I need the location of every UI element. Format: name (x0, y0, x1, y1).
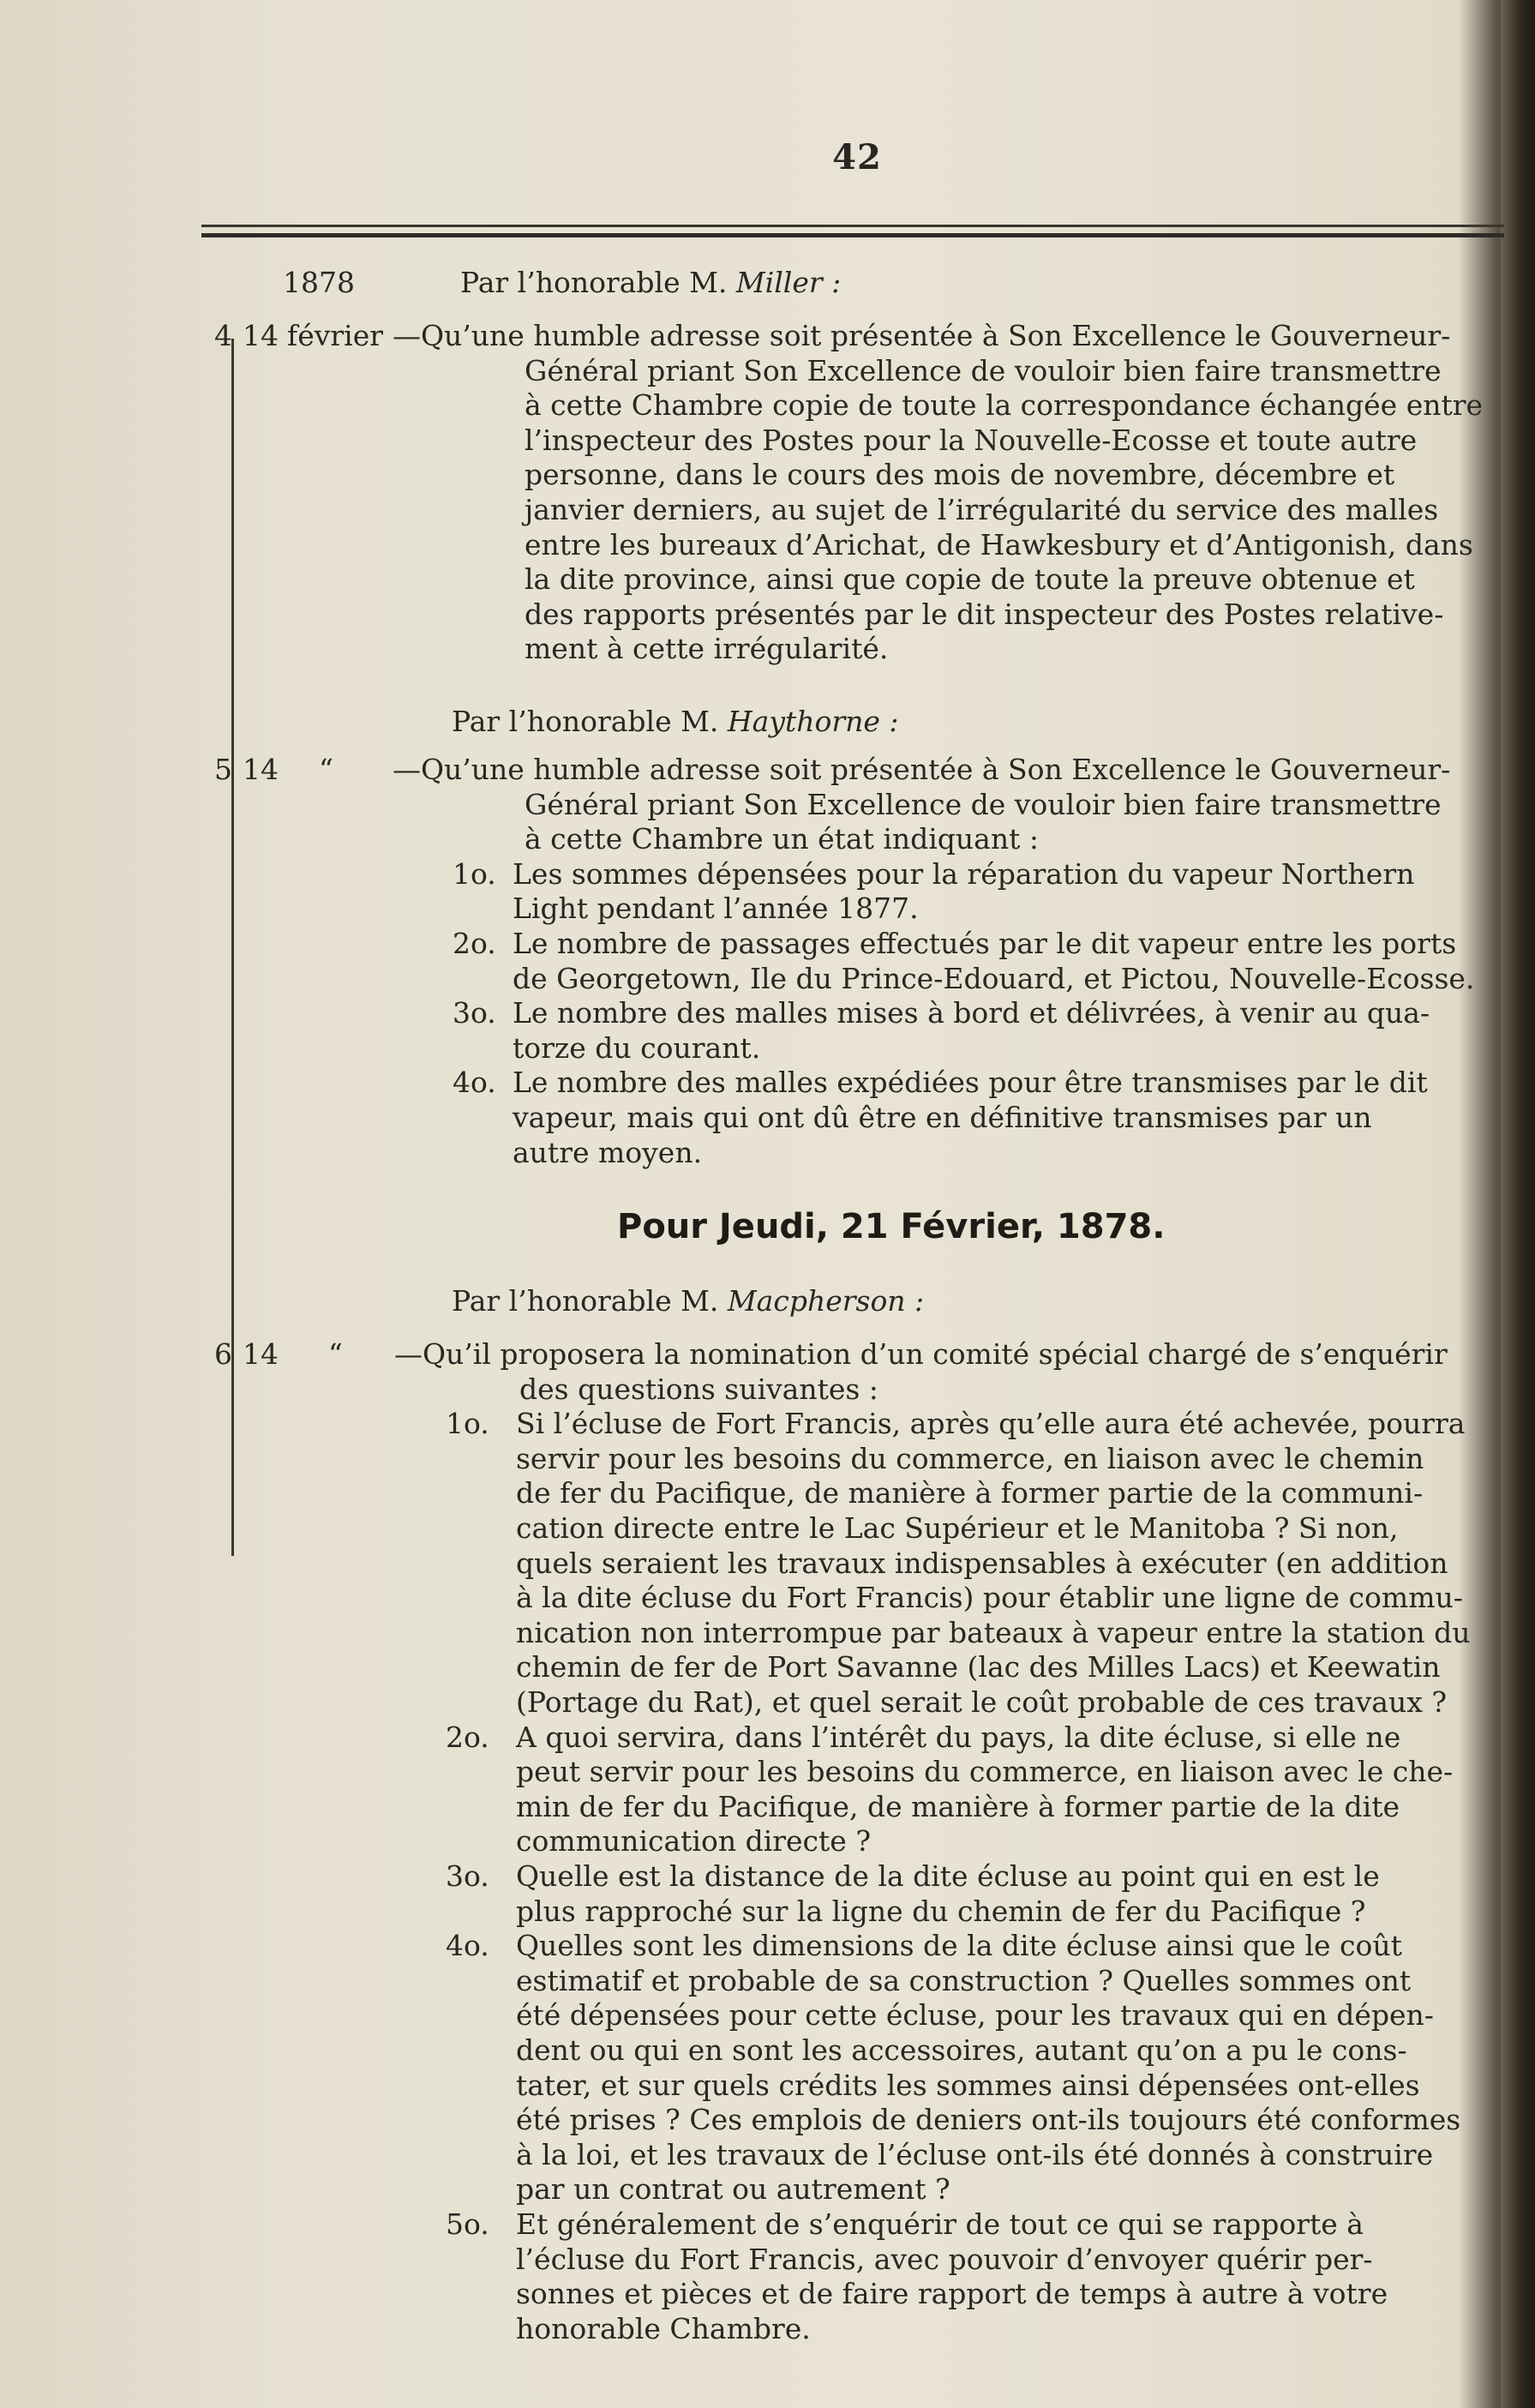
entry-3-item-line: tater, et sur quels crédits les sommes ainsi dépensées ont-elles (516, 2068, 1420, 2102)
entry-3-line: des questions suivantes : (519, 1372, 878, 1406)
entry-3-item-number: 4o. (446, 1929, 489, 1963)
entry-1-member: Miller : (735, 266, 842, 299)
entry-3-item-number: 2o. (446, 1720, 489, 1754)
entry-3-item-line: l’écluse du Fort Francis, avec pouvoir d’envoyer quérir per- (516, 2242, 1373, 2276)
header-rule-thin (201, 225, 1504, 227)
entry-3-item-line: quels seraient les travaux indispensables à exécuter (en addition (516, 1546, 1448, 1580)
entry-2-intro-text: Par l’honorable M. (452, 705, 728, 738)
entry-3-number: 6 (214, 1337, 232, 1371)
entry-2-item-line: de Georgetown, Ile du Prince-Edouard, et Pictou, Nouvelle-Ecosse. (513, 961, 1475, 995)
entry-3-item-line: à la dite écluse du Fort Francis) pour établir une ligne de commu- (516, 1581, 1463, 1615)
entry-1-number: 4 (214, 319, 232, 352)
entry-3-item-number: 3o. (446, 1859, 489, 1893)
entry-1-line: ment à cette irrégularité. (525, 632, 889, 666)
margin-column-line (231, 339, 234, 1556)
entry-3-intro (452, 1284, 924, 1318)
entry-3-item-line: Quelles sont les dimensions de la dite écluse ainsi que le coût (516, 1929, 1402, 1963)
entry-3-item-line: plus rapproché sur la ligne du chemin de fer du Pacifique ? (516, 1894, 1366, 1928)
header-rule-thick (201, 233, 1504, 237)
entry-1-line: l’inspecteur des Postes pour la Nouvelle-Ecosse et toute autre (525, 423, 1418, 457)
entry-3-item-line: cation directe entre le Lac Supérieur et le Manitoba ? Si non, (516, 1511, 1399, 1545)
entry-3-item-line: nication non interrompue par bateaux à vapeur entre la station du (516, 1615, 1471, 1649)
entry-2-intro (452, 705, 899, 739)
entry-3-intro-text: Par l’honorable M. (452, 1284, 728, 1318)
entry-3-item-line: min de fer du Pacifique, de manière à former partie de la dite (516, 1789, 1400, 1823)
entry-1-day: 14 (243, 319, 279, 352)
entry-3-ditto: “ (328, 1337, 343, 1371)
entry-3-item-number: 5o. (446, 2207, 489, 2241)
entry-2-item-line: Le nombre des malles mises à bord et délivrées, à venir au qua- (513, 996, 1430, 1030)
entry-2-item-line: autre moyen. (513, 1135, 703, 1169)
entry-1-line: entre les bureaux d’Arichat, de Hawkesbury et d’Antigonish, dans (525, 527, 1473, 561)
entry-1-line: janvier derniers, au sujet de l’irrégularité du service des malles (525, 493, 1439, 526)
entry-1-month: février (287, 319, 384, 352)
entry-3-item-line: sonnes et pièces et de faire rapport de temps à autre à votre (516, 2277, 1388, 2311)
section-heading: Pour Jeudi, 21 Février, 1878. (617, 1207, 1166, 1246)
entry-2-item-line: Le nombre des malles expédiées pour être transmises par le dit (513, 1066, 1428, 1100)
entry-2-item-line: Les sommes dépensées pour la réparation du vapeur Northern (513, 856, 1415, 891)
entry-2-item-number: 1o. (453, 856, 496, 891)
entry-3-item-line: peut servir pour les besoins du commerce, en liaison avec le che- (516, 1755, 1454, 1789)
entry-year: 1878 (283, 266, 355, 299)
entry-2-item-number: 4o. (453, 1066, 496, 1100)
entry-3-item-line: Si l’écluse de Fort Francis, après qu’elle aura été achevée, pourra (516, 1407, 1466, 1441)
entry-2-item-number: 2o. (453, 927, 496, 960)
entry-3-item-line: à la loi, et les travaux de l’écluse ont-ils été donnés à construire (516, 2137, 1434, 2171)
entry-3-day: 14 (243, 1337, 279, 1371)
entry-2-item-line: Le nombre de passages effectués par le dit vapeur entre les ports (513, 927, 1457, 960)
entry-3-item-line: communication directe ? (516, 1824, 872, 1859)
entry-3-item-line: été dépensées pour cette écluse, pour les travaux qui en dépen- (516, 1998, 1434, 2033)
entry-3-line: —Qu’il proposera la nomination d’un comité spécial chargé de s’enquérir (394, 1337, 1448, 1371)
entry-3-item-line: chemin de fer de Port Savanne (lac des Milles Lacs) et Keewatin (516, 1650, 1441, 1684)
entry-2-day: 14 (243, 753, 279, 786)
entry-2-ditto: “ (319, 753, 333, 786)
entry-3-item-line: été prises ? Ces emplois de deniers ont-ils toujours été conformes (516, 2103, 1461, 2137)
entry-3-member: Macpherson : (727, 1284, 925, 1318)
entry-1-line: des rapports présentés par le dit inspecteur des Postes relative- (525, 597, 1444, 631)
entry-2-item-line: Light pendant l’année 1877. (513, 892, 919, 926)
entry-2-member: Haythorne : (727, 705, 899, 738)
entry-1-intro-text: Par l’honorable M. (460, 266, 736, 299)
entry-3-item-line: de fer du Pacifique, de manière à former partie de la communi- (516, 1476, 1424, 1510)
entry-3-item-line: (Portage du Rat), et quel serait le coût probable de ces travaux ? (516, 1685, 1448, 1719)
entry-3-item-line: par un contrat ou autrement ? (516, 2172, 950, 2207)
entry-2-item-line: torze du courant. (513, 1030, 761, 1065)
entry-1-line: —Qu’une humble adresse soit présentée à Son Excellence le Gouverneur- (393, 319, 1451, 352)
binding-edge (1501, 0, 1535, 2408)
entry-1-line: Général priant Son Excellence de vouloir bien faire transmettre (525, 353, 1442, 387)
entry-3-item-line: Et généralement de s’enquérir de tout ce qui se rapporte à (516, 2207, 1364, 2241)
entry-3-item-number: 1o. (446, 1407, 489, 1441)
entry-3-item-line: estimatif et probable de sa construction ? Quelles sommes ont (516, 1963, 1412, 1997)
entry-3-item-line: Quelle est la distance de la dite écluse au point qui en est le (516, 1859, 1380, 1893)
entry-1-line: à cette Chambre copie de toute la correspondance échangée entre (525, 388, 1484, 423)
entry-3-item-line: servir pour les besoins du commerce, en liaison avec le chemin (516, 1441, 1424, 1475)
entry-1-line: la dite province, ainsi que copie de toute la preuve obtenue et (525, 562, 1415, 597)
entry-2-line: Général priant Son Excellence de vouloir bien faire transmettre (525, 787, 1442, 821)
entry-3-item-line: honorable Chambre. (516, 2311, 811, 2345)
entry-1-line: personne, dans le cours des mois de novembre, décembre et (525, 458, 1395, 492)
entry-2-line: —Qu’une humble adresse soit présentée à Son Excellence le Gouverneur- (393, 753, 1451, 786)
page-number: 42 (832, 137, 882, 177)
entry-3-item-line: dent ou qui en sont les accessoires, autant qu’on a pu le cons- (516, 2033, 1407, 2067)
entry-2-item-line: vapeur, mais qui ont dû être en définitive transmises par un (513, 1101, 1372, 1134)
entry-2-line: à cette Chambre un état indiquant : (525, 822, 1039, 856)
entry-1-intro (460, 266, 841, 300)
entry-2-number: 5 (214, 753, 232, 786)
entry-3-item-line: A quoi servira, dans l’intérêt du pays, la dite écluse, si elle ne (516, 1720, 1401, 1754)
entry-2-item-number: 3o. (453, 996, 496, 1030)
